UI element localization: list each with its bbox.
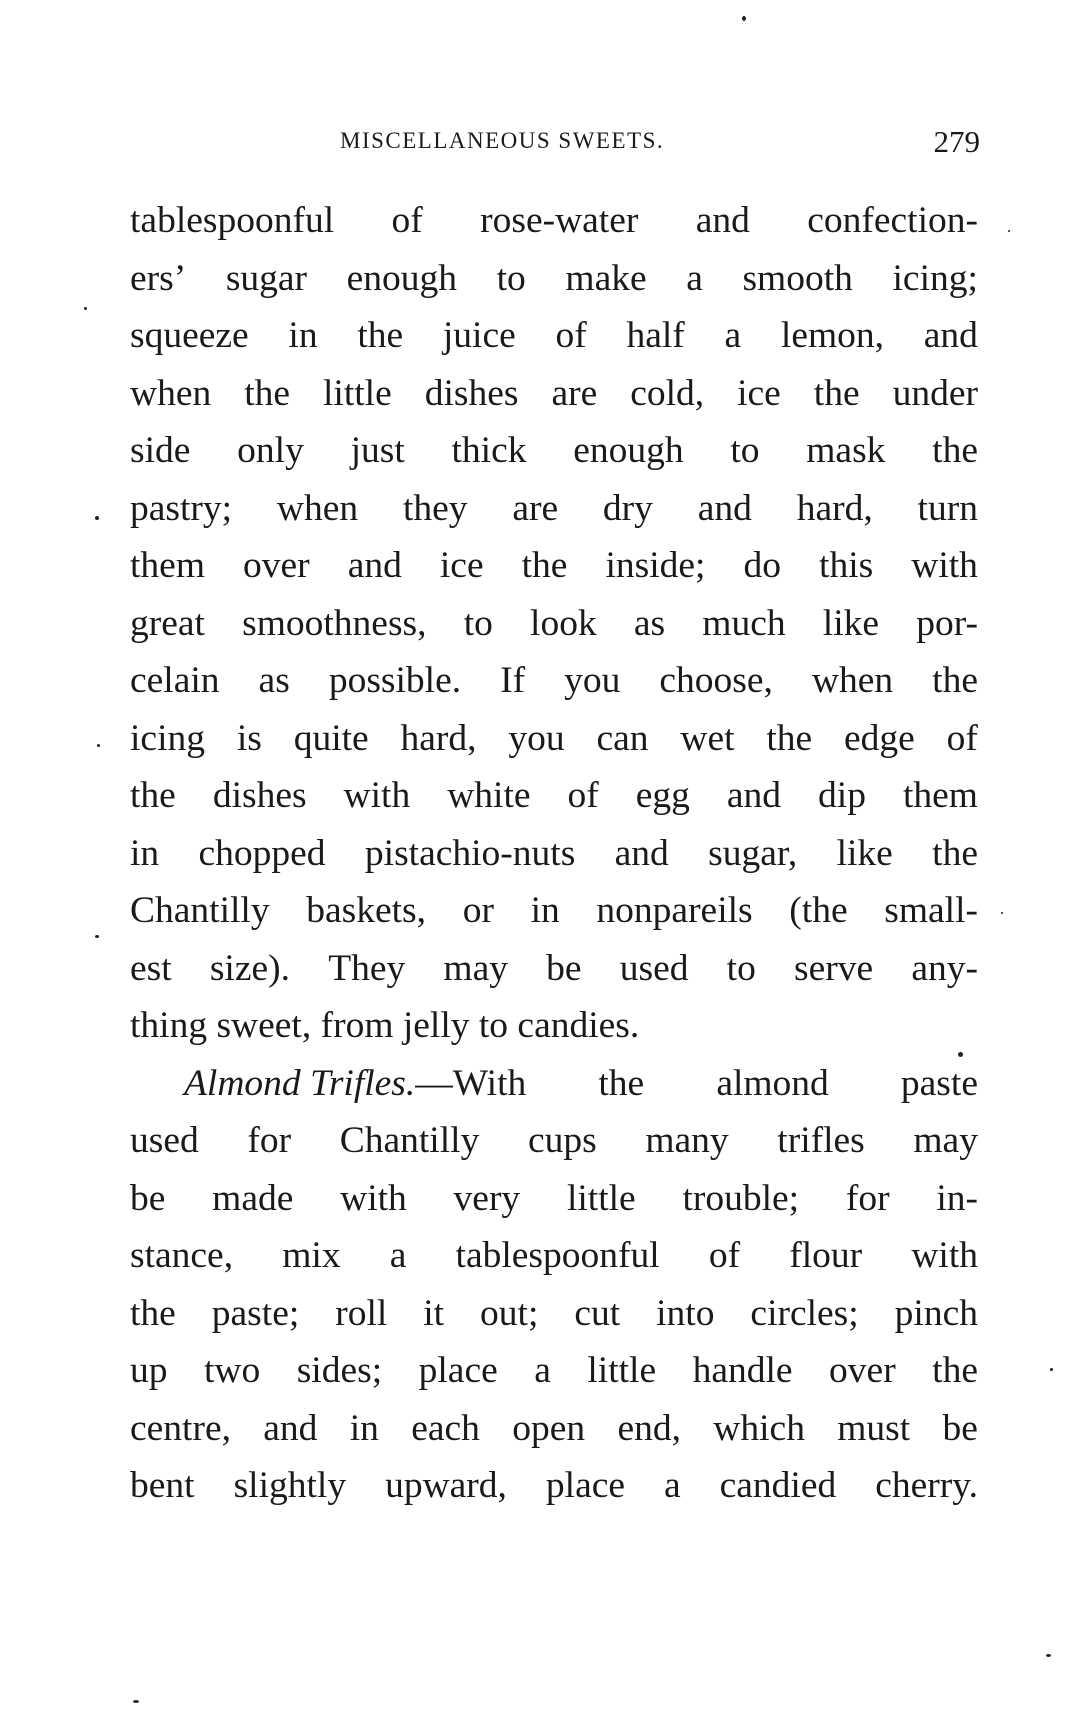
word: to <box>463 602 493 644</box>
word: and <box>697 487 752 529</box>
word: many <box>645 1120 729 1161</box>
word: dishes <box>424 372 519 414</box>
line-text: thing sweet, from jelly to candies. <box>130 1005 640 1046</box>
word: the <box>932 430 978 471</box>
word: used <box>130 1120 199 1161</box>
text-line <box>130 365 978 423</box>
text-line <box>130 767 978 825</box>
word: look <box>530 602 597 644</box>
word: little <box>323 372 392 414</box>
word: be <box>130 1177 166 1219</box>
scan-speck <box>133 1700 139 1703</box>
word: open <box>512 1407 586 1449</box>
word: a <box>664 1465 681 1506</box>
word: be <box>942 1407 978 1449</box>
word: only <box>237 430 304 471</box>
word: edge <box>844 717 915 759</box>
text-line <box>130 1112 978 1170</box>
word: pistachio-nuts <box>364 832 576 874</box>
word: inside; <box>605 545 706 586</box>
word: juice <box>442 315 516 356</box>
word: for <box>247 1120 292 1161</box>
word: smoothness, <box>242 602 427 644</box>
word: in- <box>936 1177 978 1219</box>
word: are <box>551 372 598 414</box>
word: nonpareils <box>596 890 753 931</box>
word: dip <box>818 775 866 816</box>
scan-speck <box>1046 1654 1051 1657</box>
word: tablespoonful <box>455 1235 660 1276</box>
word: in <box>349 1407 379 1449</box>
word: cut <box>574 1292 621 1334</box>
word: and <box>695 200 750 241</box>
word: roll <box>335 1292 388 1334</box>
word: to <box>730 430 760 471</box>
recipe-heading: Almond Trifles. <box>184 1062 416 1104</box>
word: circles; <box>750 1292 859 1334</box>
word: a <box>534 1350 551 1391</box>
word: a <box>724 315 742 356</box>
text-line <box>130 652 978 710</box>
word: when <box>276 487 359 529</box>
word: ice <box>737 372 781 414</box>
word: with <box>911 545 978 586</box>
word: they <box>402 487 468 529</box>
running-head <box>130 124 980 168</box>
word: the <box>357 315 404 356</box>
word: and <box>263 1407 318 1449</box>
word: and <box>923 315 978 356</box>
text-line <box>130 192 978 250</box>
word: to <box>726 947 756 989</box>
word: hard, <box>796 487 873 529</box>
word: cups <box>527 1120 597 1161</box>
word: dishes <box>212 775 307 816</box>
word: little <box>587 1350 657 1391</box>
word: can <box>596 717 649 759</box>
word: turn <box>917 487 978 529</box>
word: which <box>713 1407 805 1449</box>
word: pinch <box>894 1292 978 1334</box>
word: Chantilly <box>339 1120 480 1161</box>
word: as <box>258 660 290 701</box>
scan-speck <box>1001 912 1003 914</box>
word: made <box>212 1177 294 1219</box>
word: into <box>656 1292 715 1334</box>
text-line <box>130 1055 978 1113</box>
word: the <box>813 372 860 414</box>
word: egg <box>635 775 690 816</box>
word: squeeze <box>130 315 249 356</box>
word: end, <box>617 1407 681 1449</box>
text-line <box>130 940 978 998</box>
word: lemon, <box>780 315 885 356</box>
word: candied <box>719 1465 837 1506</box>
word: with <box>340 1177 407 1219</box>
word: upward, <box>385 1465 507 1506</box>
word: —With <box>415 1062 527 1104</box>
word: to <box>496 257 526 299</box>
word: flour <box>789 1235 863 1276</box>
word: in <box>530 890 560 931</box>
word: paste; <box>211 1292 300 1334</box>
word: mask <box>806 430 886 471</box>
word: over <box>243 545 310 586</box>
word: up <box>130 1350 168 1391</box>
word: of <box>567 775 599 816</box>
word: just <box>350 430 405 471</box>
word: when <box>811 660 894 701</box>
word: They <box>328 947 406 989</box>
word: must <box>837 1407 911 1449</box>
word: do <box>743 545 782 586</box>
word: If <box>500 660 526 701</box>
word: any- <box>911 947 978 989</box>
word: make <box>565 257 647 299</box>
word: of <box>555 315 587 356</box>
word: ers’ <box>130 257 187 299</box>
word: them <box>902 775 978 816</box>
word: of <box>708 1235 741 1276</box>
word: of <box>391 200 423 241</box>
word: the <box>932 1350 978 1391</box>
word: white <box>447 775 531 816</box>
scan-speck <box>95 935 99 938</box>
word: and <box>614 832 669 874</box>
word: mix <box>282 1235 341 1276</box>
text-line <box>130 595 978 653</box>
word: are <box>512 487 559 529</box>
word: stance, <box>130 1235 234 1276</box>
word: dry <box>602 487 653 529</box>
scan-speck <box>95 516 99 520</box>
word: chopped <box>198 832 326 874</box>
heading-group <box>184 1055 526 1113</box>
scan-speck <box>958 1052 963 1057</box>
word: may <box>443 947 508 989</box>
word: as <box>633 602 666 644</box>
text-line <box>130 1457 978 1515</box>
word: the <box>932 832 978 874</box>
word: them <box>130 545 205 586</box>
word: is <box>236 717 262 759</box>
word: it <box>423 1292 445 1334</box>
word: with <box>343 775 411 816</box>
text-line <box>130 250 978 308</box>
word: icing; <box>892 257 978 299</box>
word: slightly <box>233 1465 347 1506</box>
word: in <box>130 832 160 874</box>
running-title: MISCELLANEOUS SWEETS. <box>340 128 665 153</box>
text-line <box>130 480 978 538</box>
word: the <box>130 1292 176 1334</box>
word: ice <box>439 545 484 586</box>
text-line <box>130 825 978 883</box>
word: trifles <box>777 1120 865 1161</box>
text-line <box>130 1227 978 1285</box>
word: small- <box>884 890 978 931</box>
word: sugar <box>225 257 308 299</box>
word: wet <box>680 717 735 759</box>
word: used <box>619 947 689 989</box>
word: half <box>626 315 685 356</box>
word: for <box>845 1177 890 1219</box>
word: with <box>911 1235 978 1276</box>
text-line <box>130 1170 978 1228</box>
word: trouble; <box>682 1177 800 1219</box>
word: and <box>726 775 782 816</box>
word: great <box>130 602 205 644</box>
word: and <box>347 545 402 586</box>
word: each <box>411 1407 480 1449</box>
word: place <box>545 1465 626 1506</box>
word: almond <box>716 1062 829 1104</box>
word: this <box>819 545 874 586</box>
word: the <box>598 1062 645 1104</box>
word: size). <box>209 947 291 989</box>
word: over <box>829 1350 896 1391</box>
word: sides; <box>296 1350 383 1391</box>
word: very <box>453 1177 521 1219</box>
word: smooth <box>742 257 853 299</box>
word: sugar, <box>708 832 798 874</box>
word: pastry; <box>130 487 233 529</box>
word: handle <box>692 1350 793 1391</box>
word: est <box>130 947 172 989</box>
scan-speck <box>742 16 746 21</box>
word: little <box>566 1177 636 1219</box>
word: the <box>932 660 978 701</box>
word: confection- <box>807 200 978 241</box>
word: or <box>462 890 494 931</box>
word: of <box>946 717 978 759</box>
word: rose-water <box>480 200 639 241</box>
word: thick <box>451 430 527 471</box>
word: may <box>913 1120 978 1161</box>
word: centre, <box>130 1407 231 1449</box>
word: when <box>130 372 212 414</box>
word: paste <box>900 1062 978 1104</box>
word: the <box>130 775 176 816</box>
word: possible. <box>328 660 462 701</box>
word: under <box>892 372 978 414</box>
word: be <box>546 947 582 989</box>
word: por- <box>916 602 978 644</box>
word: two <box>203 1350 261 1391</box>
word: enough <box>346 257 458 299</box>
word: enough <box>573 430 684 471</box>
text-line <box>130 710 978 768</box>
text-line <box>130 882 978 940</box>
word: much <box>702 602 786 644</box>
word: like <box>822 602 880 644</box>
word: out; <box>480 1292 539 1334</box>
word: hard, <box>400 717 477 759</box>
word: tablespoonful <box>130 200 335 241</box>
word: the <box>766 717 813 759</box>
word: you <box>564 660 621 701</box>
word: bent <box>130 1465 195 1506</box>
text-line <box>130 307 978 365</box>
word: in <box>288 315 318 356</box>
scan-speck <box>97 744 100 747</box>
text-line <box>130 997 978 1055</box>
word: you <box>508 717 565 759</box>
word: quite <box>293 717 369 759</box>
word: cherry. <box>875 1465 978 1506</box>
word: a <box>686 257 703 299</box>
word: like <box>836 832 893 874</box>
page-number: 279 <box>933 124 980 159</box>
word: place <box>418 1350 498 1391</box>
word: cold, <box>630 372 705 414</box>
word: icing <box>130 717 205 759</box>
word: a <box>389 1235 407 1276</box>
text-line <box>130 422 978 480</box>
scan-speck <box>1050 1368 1053 1371</box>
word: celain <box>130 660 220 701</box>
body-text <box>130 192 978 1515</box>
word: side <box>130 430 191 471</box>
text-line <box>130 1285 978 1343</box>
word: the <box>521 545 568 586</box>
word: choose, <box>659 660 773 701</box>
word: Chantilly <box>130 890 270 931</box>
text-line <box>130 1342 978 1400</box>
word: baskets, <box>306 890 427 931</box>
word: serve <box>794 947 874 989</box>
scan-speck <box>84 307 87 310</box>
word: the <box>244 372 291 414</box>
text-line <box>130 1400 978 1458</box>
text-line <box>130 537 978 595</box>
scan-speck <box>1008 230 1010 232</box>
word: (the <box>789 890 848 931</box>
